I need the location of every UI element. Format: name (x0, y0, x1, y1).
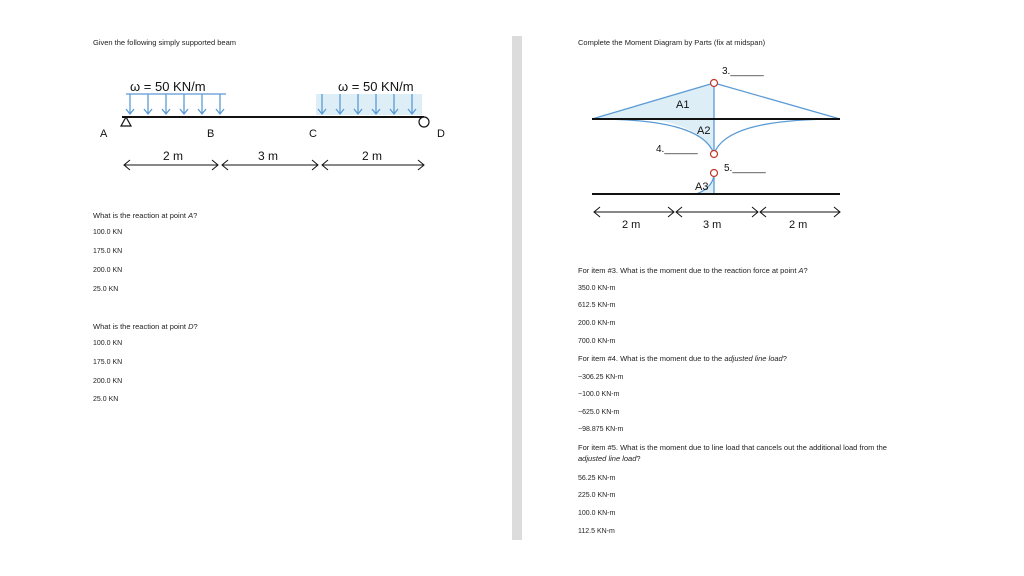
point-d-label: D (437, 128, 445, 140)
option-3-4[interactable]: 700.0 KN-m (578, 338, 616, 345)
option-3-3[interactable]: 200.0 KN-m (578, 320, 616, 327)
load-arrows-left (126, 94, 226, 114)
moment-line-right (714, 83, 840, 119)
point-c-label: C (309, 128, 317, 140)
span-label-1: 2 m (163, 149, 184, 163)
area-a2-label: A2 (697, 125, 711, 137)
point-b-label: B (207, 128, 215, 140)
moment-diagram (588, 60, 848, 235)
question-end: ? (636, 454, 641, 463)
question-item-3 (578, 266, 808, 275)
option-4-3[interactable]: −625.0 KN-m (578, 409, 620, 416)
point-a-label: A (100, 128, 108, 140)
area-a3-label: A3 (695, 181, 709, 193)
option-5-1[interactable]: 56.25 KN-m (578, 475, 616, 482)
marker-item-4 (711, 151, 718, 158)
question-emphasis: adjusted line load (578, 454, 637, 463)
option-3-1[interactable]: 350.0 KN-m (578, 285, 616, 292)
option-4-4[interactable]: −98.875 KN-m (578, 426, 624, 433)
item-4-label: 4.______ (656, 144, 698, 155)
question-text: What is the reaction at point (93, 322, 189, 331)
option-a-3[interactable]: 200.0 KN (93, 267, 123, 274)
option-a-2[interactable]: 175.0 KN (93, 248, 123, 255)
left-heading: Given the following simply supported beam (93, 38, 236, 47)
option-3-2[interactable]: 612.5 KN-m (578, 302, 616, 309)
span-label-2: 3 m (703, 219, 722, 231)
question-end: ? (803, 266, 808, 275)
option-d-2[interactable]: 175.0 KN (93, 359, 123, 366)
pin-support (121, 117, 131, 126)
area-a1-label: A1 (676, 99, 690, 111)
span-label-2: 3 m (258, 149, 279, 163)
dimension-arrows (594, 207, 840, 217)
load-label-left: ω = 50 KN/m (130, 79, 206, 94)
question-reaction-a (93, 211, 197, 220)
question-emphasis: adjusted line load (724, 354, 783, 363)
roller-support (419, 117, 429, 127)
option-4-2[interactable]: −100.0 KN-m (578, 391, 620, 398)
option-d-4[interactable]: 25.0 KN (93, 396, 119, 403)
question-reaction-d (93, 322, 198, 331)
question-text: For item #3. What is the moment due to the reaction force at point (578, 266, 799, 275)
question-text: What is the reaction at point (93, 211, 189, 220)
page-divider (512, 36, 522, 540)
load-block-right (316, 94, 422, 115)
question-point: D (188, 322, 194, 331)
option-5-3[interactable]: 100.0 KN-m (578, 510, 616, 517)
item-5-label: 5.______ (724, 163, 766, 174)
question-text: For item #4. What is the moment due to the (578, 354, 725, 363)
question-point: A (798, 266, 804, 275)
beam-diagram (90, 72, 450, 182)
item-3-label: 3.______ (722, 66, 764, 77)
question-item-5 (578, 443, 887, 463)
option-d-1[interactable]: 100.0 KN (93, 340, 123, 347)
option-5-2[interactable]: 225.0 KN-m (578, 492, 616, 499)
question-end: ? (782, 354, 787, 363)
question-line-2 (578, 454, 887, 463)
marker-item-3 (711, 80, 718, 87)
question-item-4 (578, 354, 787, 363)
span-label-3: 2 m (362, 149, 383, 163)
marker-item-5 (711, 170, 718, 177)
question-text: For item #5. What is the moment due to line load that cancels out the additional load from the (578, 443, 887, 452)
option-4-1[interactable]: −306.25 KN-m (578, 374, 624, 381)
option-a-1[interactable]: 100.0 KN (93, 229, 123, 236)
moment-curve-right (714, 119, 840, 154)
right-heading: Complete the Moment Diagram by Parts (fix at midspan) (578, 38, 766, 47)
question-end: ? (193, 211, 198, 220)
question-end: ? (193, 322, 198, 331)
span-label-3: 2 m (789, 219, 808, 231)
option-a-4[interactable]: 25.0 KN (93, 286, 119, 293)
option-d-3[interactable]: 200.0 KN (93, 378, 123, 385)
question-point: A (188, 211, 194, 220)
load-label-right: ω = 50 KN/m (338, 79, 414, 94)
option-5-4[interactable]: 112.5 KN-m (578, 528, 615, 535)
span-label-1: 2 m (622, 219, 641, 231)
